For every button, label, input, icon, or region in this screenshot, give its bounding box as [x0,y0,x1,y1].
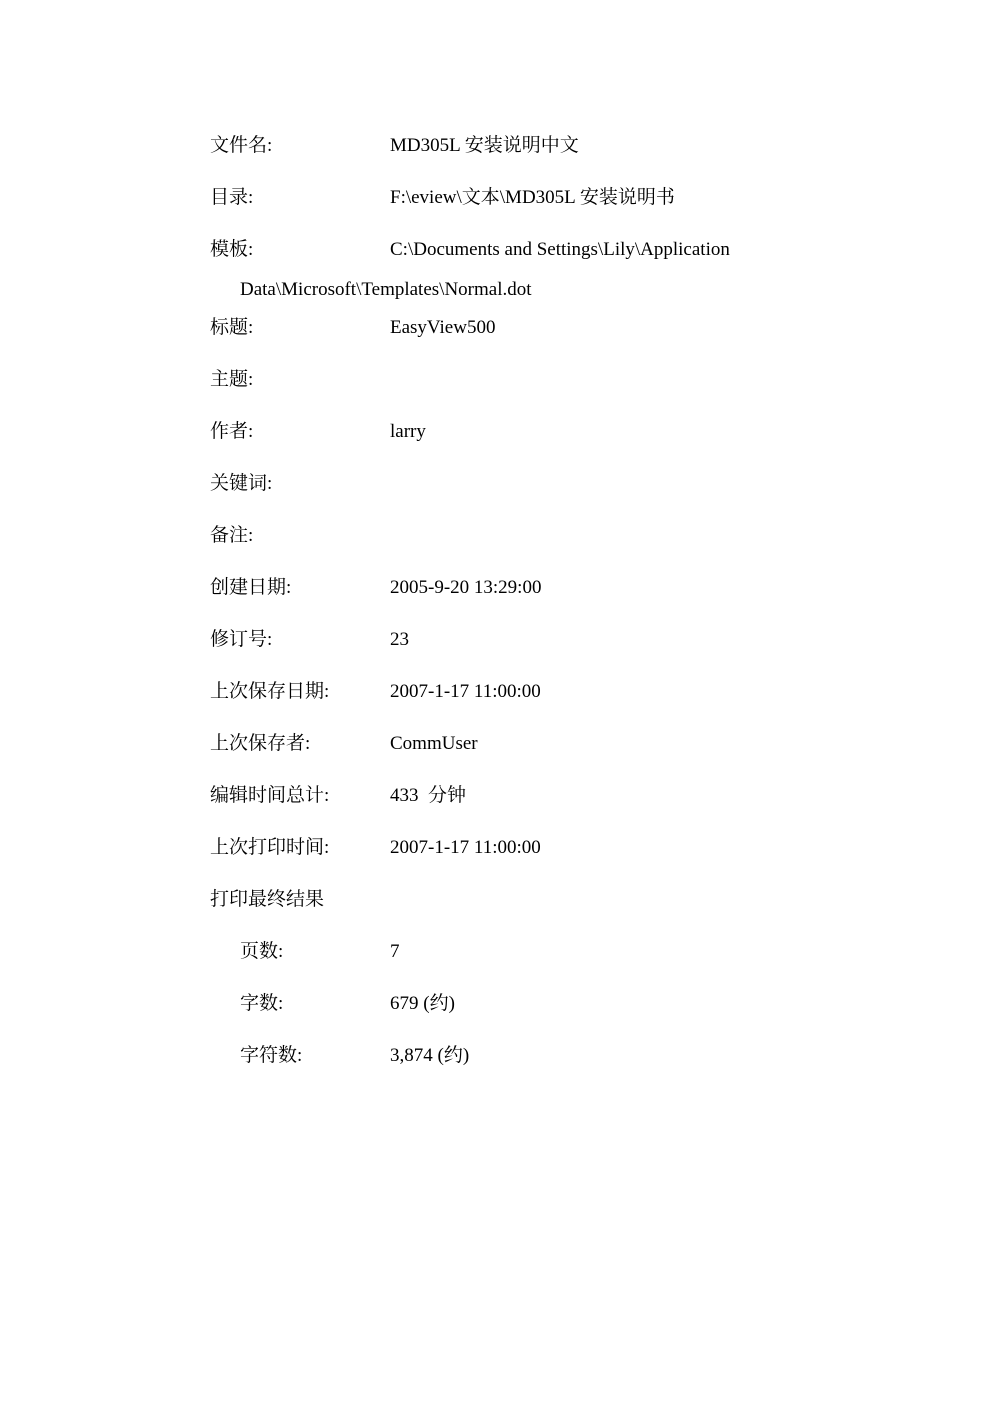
property-keywords [0,469,993,499]
property-print-result-heading [0,885,993,915]
property-value: 433 分钟 [390,785,467,806]
property-value: MD305L 安装说明中文 [390,135,579,156]
property-value: 2007-1-17 11:00:00 [390,681,541,702]
property-label: 字符数: [240,1045,303,1066]
property-filename [0,131,993,161]
property-value: F:\eview\文本\MD305L 安装说明书 [390,187,675,208]
property-label: 创建日期: [210,577,292,598]
property-author [0,417,993,447]
property-subject [0,365,993,395]
property-template-continued [0,275,993,305]
property-value: 7 [390,941,400,962]
property-value: C:\Documents and Settings\Lily\Application [390,239,730,260]
property-words [0,989,993,1019]
property-last-printed [0,833,993,863]
property-label: 关键词: [210,473,273,494]
property-value: 2005-9-20 13:29:00 [390,577,542,598]
property-value: EasyView500 [390,317,496,338]
property-directory [0,183,993,213]
property-last-saved-by [0,729,993,759]
property-label: 修订号: [210,629,273,650]
property-label: 目录: [210,187,254,208]
property-pages [0,937,993,967]
property-template [0,235,993,265]
property-label: 备注: [210,525,254,546]
property-value: larry [390,421,426,442]
property-label: 主题: [210,369,254,390]
property-value: 3,874 (约) [390,1045,470,1066]
property-label: 上次打印时间: [210,837,330,858]
property-label: 文件名: [210,135,273,156]
section-heading: 打印最终结果 [210,889,325,910]
property-value: 23 [390,629,409,650]
property-label: 编辑时间总计: [210,785,330,806]
property-label: 上次保存日期: [210,681,330,702]
property-label: 标题: [210,317,254,338]
property-label: 上次保存者: [210,733,311,754]
property-value: CommUser [390,733,478,754]
property-label: 字数: [240,993,284,1014]
property-title [0,313,993,343]
property-edit-time [0,781,993,811]
property-value-continued: Data\Microsoft\Templates\Normal.dot [240,279,532,300]
property-revision [0,625,993,655]
property-comments [0,521,993,551]
property-label: 作者: [210,421,254,442]
property-label: 模板: [210,239,254,260]
property-last-saved [0,677,993,707]
property-characters [0,1041,993,1071]
property-value: 679 (约) [390,993,455,1014]
property-created [0,573,993,603]
property-value: 2007-1-17 11:00:00 [390,837,541,858]
property-label: 页数: [240,941,284,962]
